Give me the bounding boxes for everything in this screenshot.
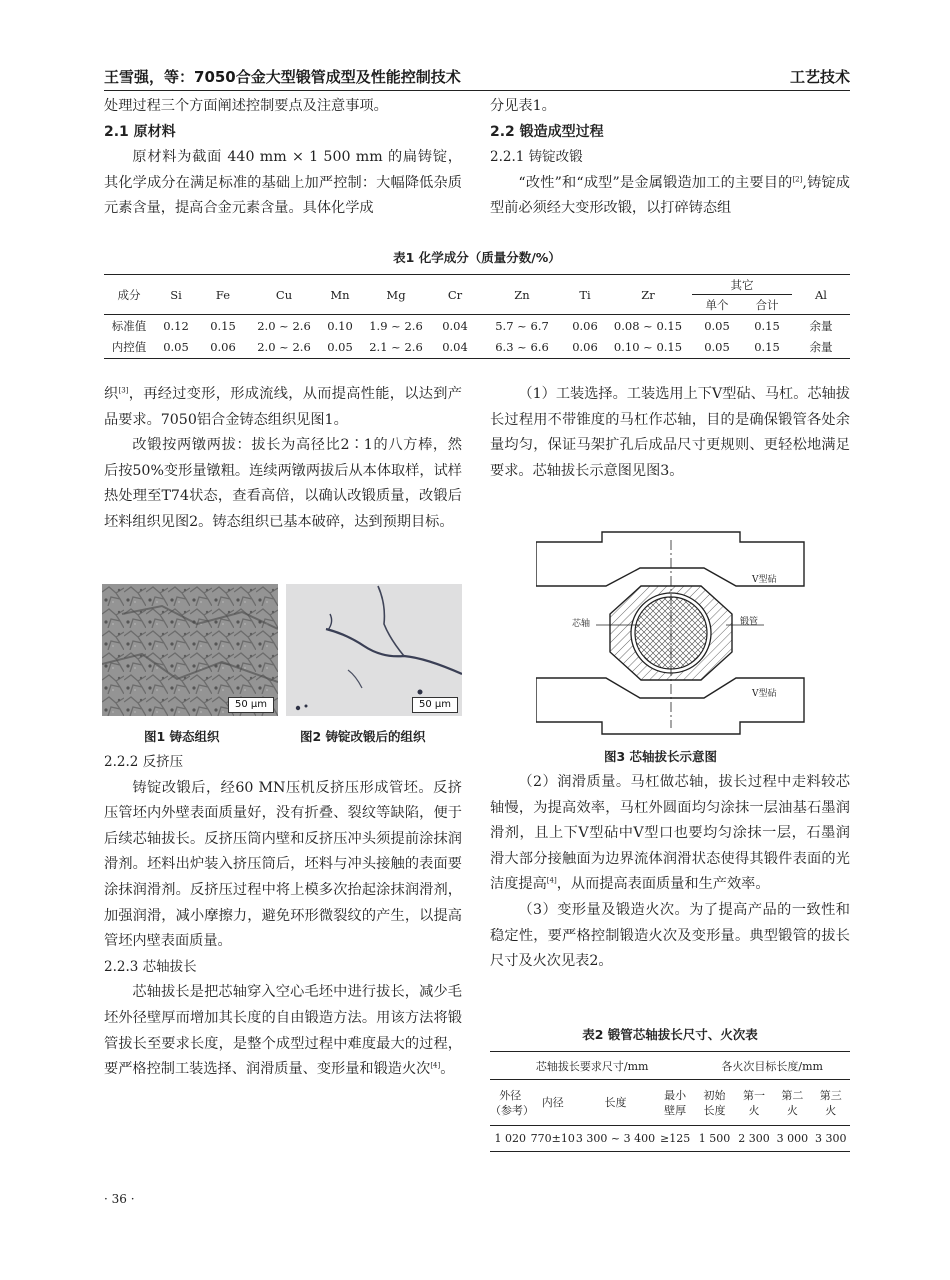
table-header-cell: Cu — [248, 275, 320, 315]
table-row: 标准值 0.12 0.15 2.0 ~ 2.6 0.10 1.9 ~ 2.6 0.04 5.7 ~ 6.7 0.06 0.08 ~ 0.15 0.05 0.15 余量 — [111, 318, 833, 333]
fig3-diagram — [536, 530, 806, 736]
right-column-body-1 — [490, 382, 850, 484]
table-header-cell: 其它 — [692, 275, 792, 295]
table-header-cell: 成分 — [104, 275, 154, 315]
label-mandrel: 芯轴 — [572, 619, 591, 629]
fig2-caption: 图2 铸锭改锻后的组织 — [300, 729, 426, 744]
citation: [2] — [792, 175, 803, 184]
paragraph: 分见表1。 — [490, 98, 556, 114]
subsection-heading-2-2-1: 2.2.1 铸锭改锻 — [490, 149, 583, 166]
citation: [3] — [118, 386, 129, 395]
table-header-cell: Mn — [320, 275, 360, 315]
fig3-caption: 图3 芯轴拔长示意图 — [604, 749, 718, 764]
table-header-cell: 第二 火 — [781, 1088, 804, 1117]
table-header-cell: 内径 — [541, 1096, 564, 1109]
table1 — [104, 274, 850, 359]
table-header-cell: Ti — [566, 275, 604, 315]
table-row: 内控值 0.05 0.06 2.0 ~ 2.6 0.05 2.1 ~ 2.6 0.04 6.3 ~ 6.6 0.06 0.10 ~ 0.15 0.05 0.15 余量 — [104, 337, 850, 359]
table-header-cell: Al — [792, 275, 850, 315]
scale-bar: 50 μm — [228, 697, 274, 713]
header-section: 工艺技术 — [789, 68, 850, 86]
paragraph: 原材料为截面 440 mm × 1 500 mm 的扁铸锭，其化学成分在满足标准的基础上加严控制：大幅降低杂质元素含量，提高合金元素含量。具体化学成 — [104, 149, 462, 217]
table1-caption: 表1 化学成分（质量分数/%） — [393, 250, 561, 265]
bottom-v-anvil — [536, 678, 804, 734]
right-column-body-2 — [490, 770, 850, 975]
scale-bar: 50 μm — [412, 697, 458, 713]
left-column-top — [104, 94, 462, 222]
header-title: 王雪强，等：7050合金大型锻管成型及性能控制技术 — [104, 68, 461, 86]
left-column-body-1 — [104, 382, 462, 536]
paragraph: （1）工装选择。工装选用上下V型砧、马杠。芯轴拔长过程用不带锥度的马杠作芯轴，目的是确保锻管各处余量均匀，保证马架扩孔后成品尺寸更规则、更轻松地满足要求。芯轴拔长示意图见图3。 — [490, 386, 850, 479]
table-header-cell: Cr — [432, 275, 478, 315]
table-header-cell: 长度 — [604, 1096, 627, 1109]
table-header-cell: 初始 长度 — [703, 1088, 726, 1117]
table2-caption: 表2 锻管芯轴拔长尺寸、火次表 — [582, 1027, 758, 1042]
fig2-micrograph — [286, 584, 462, 716]
left-column-body-2 — [104, 750, 462, 1083]
table-header-cell: Si — [154, 275, 198, 315]
label-tube: 锻管 — [740, 617, 759, 627]
subsection-heading-2-2-3: 2.2.3 芯轴拔长 — [104, 958, 197, 975]
label-v-top: V型砧 — [752, 575, 777, 585]
paragraph: 改锻按两镦两拔：拔长为高径比2∶1的八方棒，然后按50%变形量镦粗。连续两镦两拔后从本体取样，试样热处理至T74状态，查看高倍，以确认改锻质量，改锻后坯料组织见图2。铸态组织已基本破碎，达到预期目标。 — [104, 437, 462, 530]
citation: [4] — [430, 1061, 441, 1070]
table-header-cell: 外径 （参考） — [490, 1088, 534, 1117]
fig1-caption: 图1 铸态组织 — [144, 729, 220, 744]
paragraph: （2）润滑质量。马杠做芯轴，拔长过程中走料较芯轴慢，为提高效率，马杠外圆面均匀涂抹一层油基石墨润滑剂，且上下V型砧中V型口也要均匀涂抹一层，石墨润滑大部分接触面为边界流体润滑状态使得其锻件表面的光洁度提高[4]，从而提高表面质量和生产效率。 — [490, 774, 850, 893]
header-rule — [104, 90, 850, 91]
label-v-bottom: V型砧 — [752, 689, 777, 699]
right-column-top — [490, 94, 850, 222]
table-header-cell: 芯轴拔长要求尺寸/mm — [490, 1052, 694, 1080]
page-number: · 36 · — [104, 1192, 135, 1206]
paragraph: 处理过程三个方面阐述控制要点及注意事项。 — [104, 98, 388, 114]
table-header-cell: 第三 火 — [819, 1088, 842, 1117]
table-header-cell: Zn — [478, 275, 566, 315]
section-heading-2-1: 2.1 原材料 — [104, 123, 176, 140]
paragraph: “改性”和“成型”是金属锻造加工的主要目的[2],铸锭成型前必须经大变形改锻，以打碎铸态组 — [490, 174, 850, 217]
table-header-cell: 单个 — [692, 295, 742, 315]
paragraph: 织[3]，再经过变形，形成流线，从而提高性能，以达到产品要求。7050铝合金铸态组织见图1。 — [104, 386, 462, 428]
table-header-cell: 合计 — [742, 295, 792, 315]
citation: [4] — [546, 876, 557, 885]
table-header-cell: Mg — [360, 275, 432, 315]
paragraph: 铸锭改锻后，经60 MN压机反挤压形成管坯。反挤压管坯内外壁表面质量好，没有折叠、裂纹等缺陷，便于后续芯轴拔长。反挤压筒内壁和反挤压冲头须提前涂抹润滑剂。坯料出炉装入挤压筒后，坯料与冲头接触的表面要涂抹润滑剂。反挤压过程中将上模多次抬起涂抹润滑剂，加强润滑，减小摩擦力，避免环形微裂纹的产生，以提高管坯内壁表面质量。 — [104, 779, 462, 950]
table-header-cell: 最小 壁厚 — [664, 1088, 687, 1117]
table-header-cell: 第一 火 — [742, 1088, 765, 1117]
running-header — [104, 66, 850, 86]
table-row: 1 020 770±10 3 300 ~ 3 400 ≥125 1 500 2 300 3 000 3 300 — [490, 1126, 850, 1152]
table-header-cell: Zr — [604, 275, 692, 315]
table-header-cell: 各火次目标长度/mm — [694, 1052, 850, 1080]
table-header-cell: Fe — [198, 275, 248, 315]
paragraph: 芯轴拔长是把芯轴穿入空心毛坯中进行拔长，减少毛坯外径壁厚而增加其长度的自由锻造方法。用该方法将锻管拔长至要求长度，是整个成型过程中难度最大的过程，要严格控制工装选择、润滑质量、变形量和锻造火次[4]。 — [104, 984, 462, 1078]
table2 — [490, 1051, 850, 1152]
section-heading-2-2: 2.2 锻造成型过程 — [490, 123, 604, 140]
subsection-heading-2-2-2: 2.2.2 反挤压 — [104, 754, 184, 770]
fig1-micrograph — [102, 584, 278, 716]
paragraph: （3）变形量及锻造火次。为了提高产品的一致性和稳定性，要严格控制锻造火次及变形量。典型锻管的拔长尺寸及火次见表2。 — [490, 901, 850, 970]
